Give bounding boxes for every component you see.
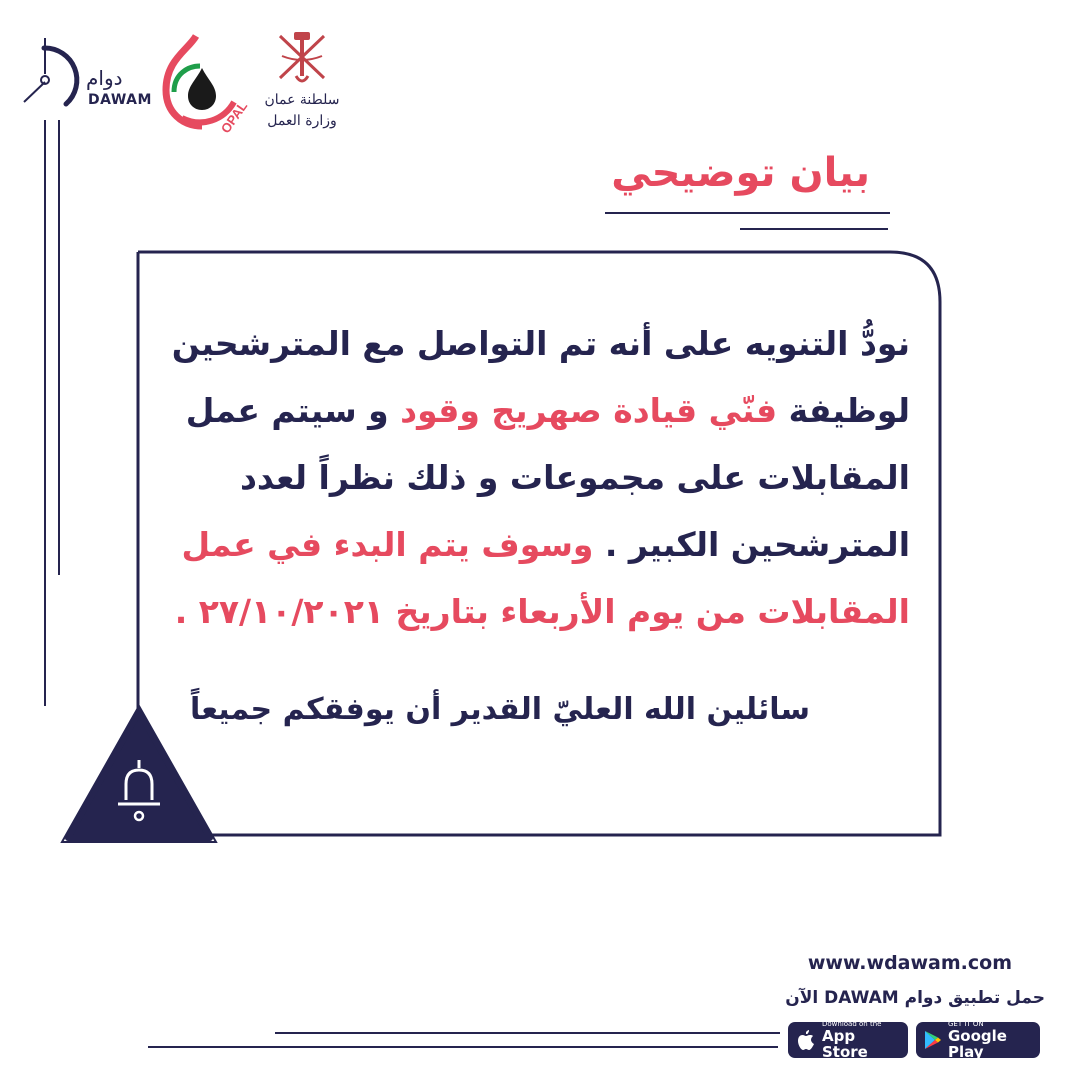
footer-line-long [148, 1046, 778, 1048]
title-underline-short [740, 228, 888, 230]
oman-emblem-text-2: وزارة العمل [267, 113, 337, 129]
google-play-button[interactable] [916, 1020, 1040, 1061]
body-line-4-start: المترشحين الكبير . [593, 525, 910, 564]
title-underline [605, 212, 890, 214]
oman-emblem-icon [272, 26, 332, 88]
footer-line [275, 1032, 780, 1034]
dawam-logo-arabic: دوام [86, 66, 123, 90]
statement-body [150, 310, 910, 645]
apple-icon [796, 1029, 816, 1051]
body-line-1: نودُّ التنويه على أنه تم التواصل مع المترشحين [171, 324, 910, 363]
google-play-icon [924, 1030, 942, 1050]
body-line-4 [150, 511, 910, 578]
body-line-3: المقابلات على مجموعات و ذلك نظراً لعدد [240, 458, 910, 497]
opal-logo-icon [158, 30, 251, 137]
oman-emblem-text-1: سلطنة عمان [264, 92, 340, 108]
opal-logo-text: OPAL [217, 98, 251, 137]
app-store-small-text: Download on the [822, 1020, 882, 1028]
page-title: بيان توضيحي [611, 150, 870, 196]
dawam-logo-english: DAWAM [88, 92, 152, 108]
start-notice-highlight: وسوف يتم البدء في عمل [181, 525, 594, 564]
body-line-2-start: لوظيفة [777, 391, 910, 430]
left-rail-line-inner [58, 120, 60, 575]
app-store-button[interactable] [788, 1020, 908, 1061]
google-play-small-text: GET IT ON [948, 1020, 984, 1028]
job-title-highlight: فنّي قيادة صهريج وقود [400, 391, 778, 430]
dawam-clock-icon [14, 34, 84, 124]
left-rail-line [44, 120, 46, 706]
body-line-5: المقابلات من يوم الأربعاء بتاريخ ٢٧/١٠/٢٠٢١ . [174, 592, 910, 631]
body-line-2 [150, 377, 910, 444]
download-cta: حمل تطبيق دوام DAWAM الآن [785, 988, 1045, 1008]
body-line-2-end: و سيتم عمل [185, 391, 401, 430]
google-play-label: Google Play [948, 1027, 1007, 1061]
closing-remark: سائلين الله العليّ القدير أن يوفقكم جميعاً [190, 692, 810, 727]
website-link[interactable]: www.wdawam.com [807, 952, 1012, 974]
app-store-label: App Store [822, 1027, 868, 1061]
